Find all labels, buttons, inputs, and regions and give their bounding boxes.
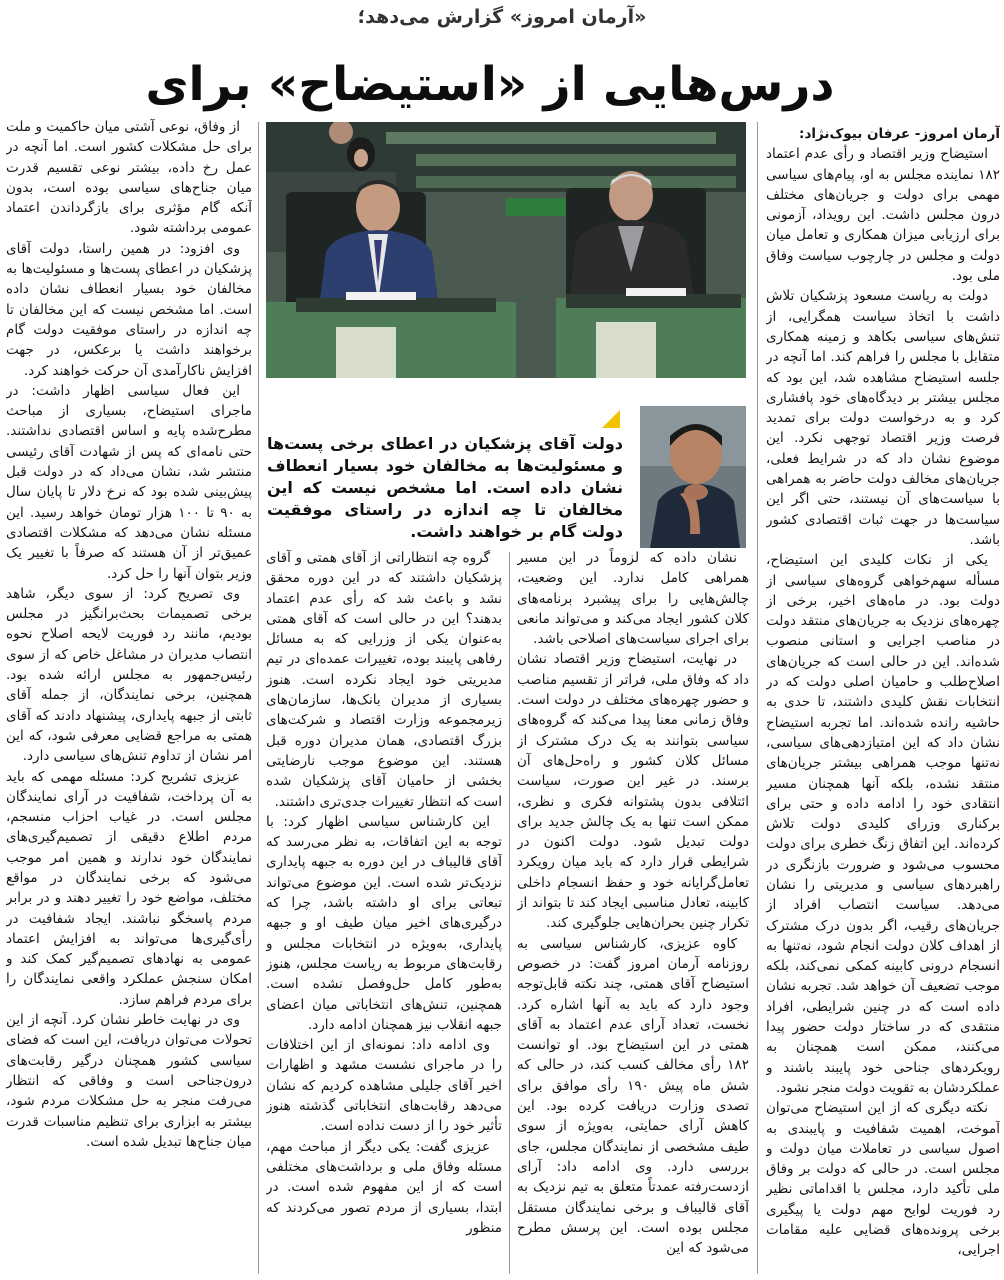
- paragraph: استیضاح وزیر اقتصاد و رأی عدم اعتماد ۱۸۲ نماینده مجلس به او، پیام‌های سیاسی مهمی برای دولت و جریان‌های مختلف درون مجلس داشت. این رویداد، آزمونی برای ارزیابی میزان همکاری و تعامل میان دولت و مجلس در چارچوب سیاست وفاق ملی بود.: [766, 146, 1000, 285]
- paragraph: عزیزی گفت: یکی دیگر از مباحث مهم، مسئله وفاق ملی و برداشت‌های مختلفی است که از این مفهوم شده است. در ابتدا، بسیاری از مردم تصور می‌کردند که منظور: [266, 1138, 502, 1236]
- article-column-1: [766, 124, 1000, 1274]
- paragraph: دولت به ریاست مسعود پزشکیان تلاش داشت با اتخاذ سیاست همگرایی، از تنش‌های سیاسی بکاهد و زمینه همکاری متقابل با مجلس را فراهم کند. اما آنچه در جلسه استیضاح مشاهده شد، این بود که مجلس بیشتر بر دیدگاه‌های خود پافشاری کرد و به درخواست دولت برای تمدید فرصت وزیر اقتصاد توجهی نکرد. این موضوع نشان داد که در شرایط فعلی، جریان‌های مخالف دولت حاضر به همراهی با سیاست‌های آن نیستند، حتی اگر این سیاست‌ها در جهت ثبات اقتصادی کشور باشد.: [766, 288, 1000, 548]
- paragraph: وی افزود: در همین راستا، دولت آقای پزشکیان در اعطای پست‌ها و مسئولیت‌ها به مخالفان خود بسیار انعطاف نشان داده است. اما مشخص نیست که این مخالفان تا چه اندازه در راستای موفقیت دولت گام برخواهند داشت یا برعکس، در جهت افزایش ناکارآمدی آن حرکت خواهند کرد.: [6, 240, 252, 379]
- paragraph: کاوه عزیزی، کارشناس سیاسی به روزنامه آرمان امروز گفت: در خصوص استیضاح آقای همتی، چند نکته قابل‌توجه وجود دارد که باید به آنها اشاره کرد. نخست، تعداد آرای عدم اعتماد به آقای همتی در این استیضاح بود. او توانست ۱۸۲ رأی مخالف کسب کند، در حالی که شش ماه پیش ۱۹۰ رأی موافق برای تصدی وزارت دریافت کرده بود. این کاهش آرای حمایتی، به‌ویژه از سوی طیف مشخصی از نمایندگان مجلس، جای بررسی دارد. وی ادامه داد: آرای ازدست‌رفته عمدتاً متعلق به تیم نزدیک به آقای قالیباف و برخی نمایندگان مستقل مجلس بوده است. این پرسش مطرح می‌شود که این: [517, 935, 749, 1257]
- article-column-3: [266, 548, 502, 1276]
- column-rule: [509, 552, 510, 1274]
- paragraph: این فعال سیاسی اظهار داشت: در ماجرای استیضاح، بسیاری از مباحث مطرح‌شده پایه و اساس اقتصادی نداشتند. حتی نامه‌ای که پس از شهادت آقای رئیسی منتشر شد، نشان می‌داد که در دولت قبل پیش‌بینی شده بود که نرخ دلار تا پایان سال به ۹۰ تا ۱۰۰ هزار تومان خواهد رسید. این مسئله نشان می‌دهد که مشکلات اقتصادی عمیق‌تر از آن هستند که صرفاً با تغییر یک وزیر بتوان آنها را حل کرد.: [6, 382, 252, 582]
- paragraph: وی در نهایت خاطر نشان کرد. آنچه از این تحولات می‌توان دریافت، این است که فضای سیاسی کشور همچنان درگیر رقابت‌های درون‌جناحی است و وفاقی که انتظار می‌رفت منجر به حل مشکلات مردم شود، بیشتر به ابزاری برای تنظیم مناسبات قدرت میان جناح‌ها تبدیل شده است.: [6, 1012, 252, 1150]
- column-rule: [258, 122, 259, 1274]
- paragraph: وی تصریح کرد: از سوی دیگر، شاهد برخی تصمیمات بحث‌برانگیز در مجلس بودیم، مانند رد فوریت لایحه اصلاح نحوه انتصاب مدیران در مشاغل خاص که از سوی رئیس‌جمهور به مجلس ارائه شده بود. همچنین، برخی نمایندگان، از جمله آقای ثابتی از جبهه پایداری، پیشنهاد دادند که آقای همتی به مراجع قضایی معرفی شود، که این امر نشان از تداوم تنش‌های سیاسی دارد.: [6, 585, 252, 765]
- quote-accent-icon: [600, 408, 622, 430]
- kicker: «آرمان امروز» گزارش می‌دهد؛: [357, 6, 647, 28]
- column-rule: [757, 122, 758, 1274]
- paragraph: یکی از نکات کلیدی این استیضاح، مسأله سهم‌خواهی گروه‌های سیاسی از دولت بود. در ماه‌های اخیر، برخی از چهره‌های نزدیک به جریان‌های منتقد دولت در مناصب اجرایی و استانی منصوب شده‌اند. این در حالی است که جریان‌های اصلاح‌طلب و حامیان اصلی دولت که در انتخابات نقش کلیدی داشتند، تا حدی به حاشیه رانده شده‌اند. اما تجربه استیضاح نشان داد که این امتیازدهی‌های سیاسی، نه‌تنها موجب همراهی بیشتر جریان‌های منتقد نشده، بلکه آنها همچنان مسیر انتقادی خود را ادامه داده و حتی برای برکناری وزرای کلیدی دولت تلاش کرده‌اند. این اتفاق زنگ خطری برای دولت محسوب می‌شود و ضرورت بازنگری در راهبردهای سیاسی و مدیریتی را نشان می‌دهد. سیاست انتصاب افراد از جریان‌های رقیب، اگر بدون درک مشترک از اهداف کلان دولت انجام شود، نه‌تنها به انسجام درونی کابینه کمکی نمی‌کند، بلکه موجب تضعیف آن خواهد شد. تجربه نشان داده است که در چنین شرایطی، افراد منتقدی که در ساختار دولت حضور پیدا می‌کنند، ممکن است همچنان به رویکردهای جناحی خود پایبند باشند و عملکردشان به تقویت دولت منجر نشود.: [766, 552, 1000, 1096]
- article-column-4: [6, 117, 252, 1277]
- paragraph: در نهایت، استیضاح وزیر اقتصاد نشان داد که وفاق ملی، فراتر از تقسیم مناصب و حضور چهره‌های مختلف در دولت است. وفاق زمانی معنا پیدا می‌کند که گروه‌های سیاسی بتوانند به یک درک مشترک از مسائل کلان کشور و راه‌حل‌های آن برسند. در غیر این صورت، سیاست ائتلافی بدون پشتوانه فکری و نظری، ممکن است تنها به یک چالش جدید برای دولت تبدیل شود. دولت اکنون در شرایطی قرار دارد که باید میان رویکرد تعامل‌گرایانه خود و حفظ انسجام داخلی کابینه، تعادل مناسبی ایجاد کند تا بتواند از تکرار چنین بحران‌هایی جلوگیری کند.: [517, 651, 749, 932]
- pull-quote: دولت آقای پزشکیان در اعطای برخی پست‌ها و مسئولیت‌ها به مخالفان خود بسیار انعطاف نشان داده است. اما مشخص نیست که این مخالفان تا چه اندازه در راستای موفقیت دولت گام بر خواهند داشت.: [267, 434, 623, 541]
- paragraph: نشان داده که لزوماً در این مسیر همراهی کامل ندارد. این وضعیت، چالش‌هایی را برای پیشبرد برنامه‌های کلان کشور ایجاد می‌کند و می‌تواند مانعی برای اجرای سیاست‌های اصلاحی باشد.: [517, 550, 749, 648]
- paragraph: نکته دیگری که از این استیضاح می‌توان آموخت، اهمیت شفافیت و پایبندی به اصول سیاسی در تعاملات میان دولت و مجلس است. در حالی که دولت بر وفاق ملی تأکید دارد، مجلس با اقداماتی نظیر رد فوریت لوایح مهم دولت یا پیگیری برخی پرونده‌های قضایی علیه مقامات اجرایی،: [766, 1100, 1000, 1259]
- paragraph: از وفاق، نوعی آشتی میان حاکمیت و ملت برای حل مشکلات کشور است. اما آنچه در عمل رخ داده، بیشتر نوعی تقسیم قدرت میان جناح‌های سیاسی بوده است، بدون آنکه گام مؤثری برای بازگرداندن اعتماد عمومی برداشته شود.: [6, 119, 252, 237]
- headline: درس‌هایی از «استیضاح» برای: [145, 57, 835, 112]
- photo-illustration: [266, 122, 746, 378]
- paragraph: عزیزی تشریح کرد: مسئله مهمی که باید به آن پرداخت، شفافیت در آرای نمایندگان مجلس است. در غیاب احزاب منسجم، مردم اطلاع دقیقی از تصمیم‌گیری‌های نمایندگان خود ندارند و همین امر موجب می‌شود که برخی نمایندگان در مواقع مختلف، مواضع خود را تغییر دهند و در برابر مردم پاسخگو نباشند. ایجاد شفافیت در رأی‌گیری‌ها می‌تواند به افزایش اعتماد عمومی به نهادهای تصمیم‌گیر کمک کند و امکان سنجش عملکرد واقعی نمایندگان را برای مردم فراهم سازد.: [6, 768, 252, 1008]
- author-portrait-illustration: [640, 406, 746, 548]
- paragraph: گروه چه انتظاراتی از آقای همتی و آقای پزشکیان داشتند که در این دوره محقق نشد و باعث شد که رأی عدم اعتماد بدهند؟ این در حالی است که آقای همتی به‌عنوان یکی از وزرایی که به مسائل رفاهی پایبند بوده، تغییرات عمده‌ای در تیم مدیریتی خود ایجاد نکرده است. هنوز بسیاری از مدیران بانک‌ها، سازمان‌های زیرمجموعه وزارت اقتصاد و شرکت‌های بزرگ اقتصادی، همان مدیران دوره قبل هستند. این موضوع موجب نارضایتی بخشی از حامیان آقای پزشکیان شده است که انتظار تغییرات جدی‌تری داشتند.: [266, 550, 502, 810]
- paragraph: وی ادامه داد: نمونه‌ای از این اختلافات را در ماجرای نشست مشهد و اظهارات اخیر آقای جلیلی مشاهده کردیم که نشان می‌دهد رقابت‌های انتخاباتی گذشته هنوز تأثیر خود را از دست نداده است.: [266, 1037, 502, 1135]
- article-column-2: [517, 548, 749, 1276]
- author-portrait-photo: [640, 406, 746, 548]
- paragraph: این کارشناس سیاسی اظهار کرد: با توجه به این اتفاقات، به نظر می‌رسد که آقای قالیباف در این دوره به جبهه پایداری نزدیک‌تر شده است. این موضوع می‌تواند تبعاتی برای او داشته باشد، چرا که درگیری‌های اخیر میان طیف او و جبهه پایداری، به‌ویژه در انتخابات مجلس و رقابت‌های مربوط به ریاست مجلس، هنوز به‌طور کامل حل‌وفصل نشده است. همچنین، تنش‌های انتخاباتی میان اعضای جبهه انقلاب نیز همچنان ادامه دارد.: [266, 813, 502, 1033]
- parliament-session-photo: [266, 122, 746, 378]
- byline: آرمان امروز- عرفان بیوک‌نژاد:: [799, 126, 1000, 142]
